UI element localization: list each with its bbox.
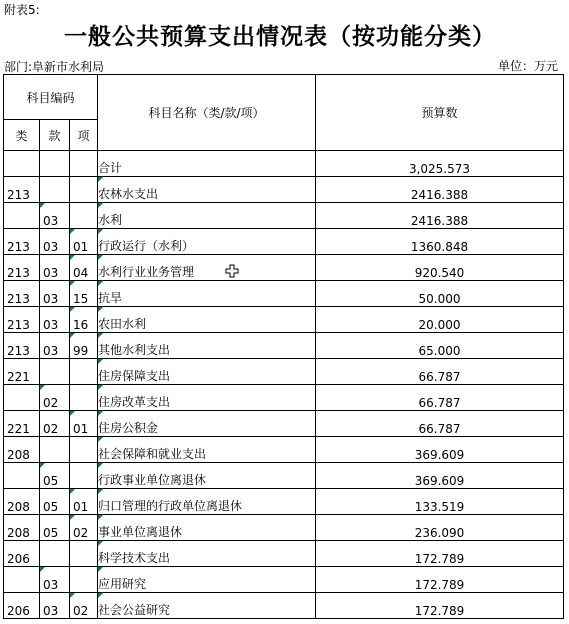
- comment-marker-icon: [98, 489, 103, 494]
- subject-name-cell[interactable]: 住房改革支出: [98, 385, 316, 411]
- subject-name-cell[interactable]: 农田水利: [98, 307, 316, 333]
- amount-cell[interactable]: 3,025.573: [316, 151, 564, 177]
- item-code-cell[interactable]: [70, 541, 98, 567]
- amount-cell[interactable]: 172.789: [316, 567, 564, 593]
- comment-marker-icon: [40, 203, 45, 208]
- class-code-cell[interactable]: [4, 203, 40, 229]
- comment-marker-icon: [70, 593, 75, 598]
- amount-cell[interactable]: 66.787: [316, 385, 564, 411]
- item-code-cell[interactable]: [70, 151, 98, 177]
- class-code-cell[interactable]: 206: [4, 593, 40, 619]
- subject-name-cell[interactable]: 其他水利支出: [98, 333, 316, 359]
- class-header: 类: [4, 120, 40, 151]
- amount-cell[interactable]: 1360.848: [316, 229, 564, 255]
- amount-cell[interactable]: 20.000: [316, 307, 564, 333]
- subject-name-cell[interactable]: 合计: [98, 151, 316, 177]
- comment-marker-icon: [70, 411, 75, 416]
- table-row[interactable]: [4, 567, 564, 593]
- amount-cell[interactable]: 66.787: [316, 411, 564, 437]
- comment-marker-icon: [98, 333, 103, 338]
- comment-marker-icon: [70, 515, 75, 520]
- item-code-cell[interactable]: [70, 359, 98, 385]
- amount-cell[interactable]: 50.000: [316, 281, 564, 307]
- subject-name-cell[interactable]: 社会公益研究: [98, 593, 316, 619]
- comment-marker-icon: [98, 463, 103, 468]
- table-row[interactable]: [4, 437, 564, 463]
- amount-cell[interactable]: 369.609: [316, 437, 564, 463]
- table-row[interactable]: [4, 593, 564, 619]
- comment-marker-icon: [70, 229, 75, 234]
- item-code-cell[interactable]: [70, 203, 98, 229]
- comment-marker-icon: [70, 489, 75, 494]
- class-code-cell[interactable]: 213: [4, 333, 40, 359]
- table-row[interactable]: [4, 177, 564, 203]
- amount-cell[interactable]: 172.789: [316, 541, 564, 567]
- section-code-cell[interactable]: 05: [40, 489, 70, 515]
- amount-cell[interactable]: 172.789: [316, 593, 564, 619]
- item-code-cell[interactable]: 01: [70, 489, 98, 515]
- amount-cell[interactable]: 66.787: [316, 359, 564, 385]
- comment-marker-icon: [98, 359, 103, 364]
- item-code-cell[interactable]: [70, 567, 98, 593]
- class-code-cell[interactable]: [4, 567, 40, 593]
- class-code-cell[interactable]: 213: [4, 281, 40, 307]
- table-row[interactable]: [4, 385, 564, 411]
- subject-name-cell[interactable]: 归口管理的行政单位离退休: [98, 489, 316, 515]
- comment-marker-icon: [98, 203, 103, 208]
- subject-name-cell[interactable]: 事业单位离退休: [98, 515, 316, 541]
- section-code-cell[interactable]: 03: [40, 203, 70, 229]
- table-row[interactable]: [4, 255, 564, 281]
- table-row[interactable]: [4, 515, 564, 541]
- subject-name-cell[interactable]: 抗旱: [98, 281, 316, 307]
- amount-cell[interactable]: 65.000: [316, 333, 564, 359]
- table-row[interactable]: [4, 463, 564, 489]
- item-code-cell[interactable]: 02: [70, 593, 98, 619]
- item-code-cell[interactable]: 15: [70, 281, 98, 307]
- amount-cell[interactable]: 2416.388: [316, 203, 564, 229]
- class-code-cell[interactable]: [4, 463, 40, 489]
- comment-marker-icon: [98, 515, 103, 520]
- class-code-cell[interactable]: 213: [4, 229, 40, 255]
- section-code-cell[interactable]: 05: [40, 515, 70, 541]
- code-group-header: 科目编码: [4, 75, 98, 120]
- table-body: [4, 151, 564, 619]
- comment-marker-icon: [98, 593, 103, 598]
- comment-marker-icon: [98, 567, 103, 572]
- table-row[interactable]: [4, 151, 564, 177]
- item-code-cell[interactable]: [70, 463, 98, 489]
- table-row[interactable]: [4, 203, 564, 229]
- comment-marker-icon: [98, 411, 103, 416]
- amount-cell[interactable]: 920.540: [316, 255, 564, 281]
- class-code-cell[interactable]: 206: [4, 541, 40, 567]
- comment-marker-icon: [98, 385, 103, 390]
- name-header: 科目名称（类/款/项）: [98, 75, 316, 151]
- item-header: 项: [70, 120, 98, 151]
- section-header: 款: [40, 120, 70, 151]
- section-code-cell[interactable]: [40, 541, 70, 567]
- amount-cell[interactable]: 2416.388: [316, 177, 564, 203]
- comment-marker-icon: [98, 255, 103, 260]
- class-code-cell[interactable]: 208: [4, 437, 40, 463]
- section-code-cell[interactable]: [40, 177, 70, 203]
- subject-name-cell[interactable]: 行政运行（水利）: [98, 229, 316, 255]
- amount-cell[interactable]: 133.519: [316, 489, 564, 515]
- section-code-cell[interactable]: 05: [40, 463, 70, 489]
- class-code-cell[interactable]: 221: [4, 411, 40, 437]
- item-code-cell[interactable]: 99: [70, 333, 98, 359]
- subject-name-cell[interactable]: 科学技术支出: [98, 541, 316, 567]
- section-code-cell[interactable]: [40, 359, 70, 385]
- section-code-cell[interactable]: 03: [40, 567, 70, 593]
- section-code-cell[interactable]: 03: [40, 307, 70, 333]
- section-code-cell[interactable]: 03: [40, 333, 70, 359]
- class-code-cell[interactable]: 213: [4, 177, 40, 203]
- comment-marker-icon: [70, 281, 75, 286]
- table-row[interactable]: [4, 541, 564, 567]
- section-code-cell[interactable]: [40, 151, 70, 177]
- table-row[interactable]: [4, 333, 564, 359]
- amount-header: 预算数: [316, 75, 564, 151]
- amount-cell[interactable]: 369.609: [316, 463, 564, 489]
- item-code-cell[interactable]: 16: [70, 307, 98, 333]
- section-code-cell[interactable]: 03: [40, 281, 70, 307]
- class-code-cell[interactable]: [4, 151, 40, 177]
- budget-table: [3, 74, 564, 619]
- item-code-cell[interactable]: 04: [70, 255, 98, 281]
- item-code-cell[interactable]: [70, 437, 98, 463]
- class-code-cell[interactable]: [4, 385, 40, 411]
- section-code-cell[interactable]: 03: [40, 229, 70, 255]
- amount-cell[interactable]: 236.090: [316, 515, 564, 541]
- comment-marker-icon: [98, 177, 103, 182]
- section-code-cell[interactable]: [40, 437, 70, 463]
- section-code-cell[interactable]: 03: [40, 593, 70, 619]
- item-code-cell[interactable]: 01: [70, 411, 98, 437]
- comment-marker-icon: [98, 437, 103, 442]
- table-row[interactable]: [4, 229, 564, 255]
- comment-marker-icon: [98, 307, 103, 312]
- table-row[interactable]: [4, 489, 564, 515]
- item-code-cell[interactable]: [70, 177, 98, 203]
- item-code-cell[interactable]: 02: [70, 515, 98, 541]
- department-label: 部门:阜新市水利局: [4, 60, 105, 74]
- appendix-label: 附表5:: [4, 3, 40, 17]
- subject-name-cell[interactable]: 住房公积金: [98, 411, 316, 437]
- page-title: 一般公共预算支出情况表（按功能分类）: [64, 23, 496, 50]
- section-code-cell[interactable]: 03: [40, 255, 70, 281]
- class-code-cell[interactable]: 221: [4, 359, 40, 385]
- subject-name-cell[interactable]: 农林水支出: [98, 177, 316, 203]
- table-row[interactable]: [4, 411, 564, 437]
- section-code-cell[interactable]: 02: [40, 411, 70, 437]
- section-code-cell[interactable]: 02: [40, 385, 70, 411]
- table-row[interactable]: [4, 307, 564, 333]
- subject-name-cell[interactable]: 住房保障支出: [98, 359, 316, 385]
- class-code-cell[interactable]: 208: [4, 489, 40, 515]
- subject-name-cell[interactable]: 应用研究: [98, 567, 316, 593]
- comment-marker-icon: [98, 281, 103, 286]
- subject-name-cell[interactable]: 社会保障和就业支出: [98, 437, 316, 463]
- comment-marker-icon: [70, 333, 75, 338]
- subject-name-cell[interactable]: 行政事业单位离退休: [98, 463, 316, 489]
- comment-marker-icon: [98, 229, 103, 234]
- cross-cursor-icon: [225, 264, 239, 278]
- comment-marker-icon: [98, 541, 103, 546]
- item-code-cell[interactable]: 01: [70, 229, 98, 255]
- subject-name-cell[interactable]: 水利行业业务管理: [98, 255, 316, 281]
- item-code-cell[interactable]: [70, 385, 98, 411]
- comment-marker-icon: [40, 385, 45, 390]
- comment-marker-icon: [70, 255, 75, 260]
- comment-marker-icon: [40, 463, 45, 468]
- comment-marker-icon: [40, 567, 45, 572]
- table-row[interactable]: [4, 359, 564, 385]
- comment-marker-icon: [70, 307, 75, 312]
- class-code-cell[interactable]: 208: [4, 515, 40, 541]
- unit-label: 单位：万元: [497, 59, 558, 73]
- class-code-cell[interactable]: 213: [4, 255, 40, 281]
- table-row[interactable]: [4, 281, 564, 307]
- subject-name-cell[interactable]: 水利: [98, 203, 316, 229]
- class-code-cell[interactable]: 213: [4, 307, 40, 333]
